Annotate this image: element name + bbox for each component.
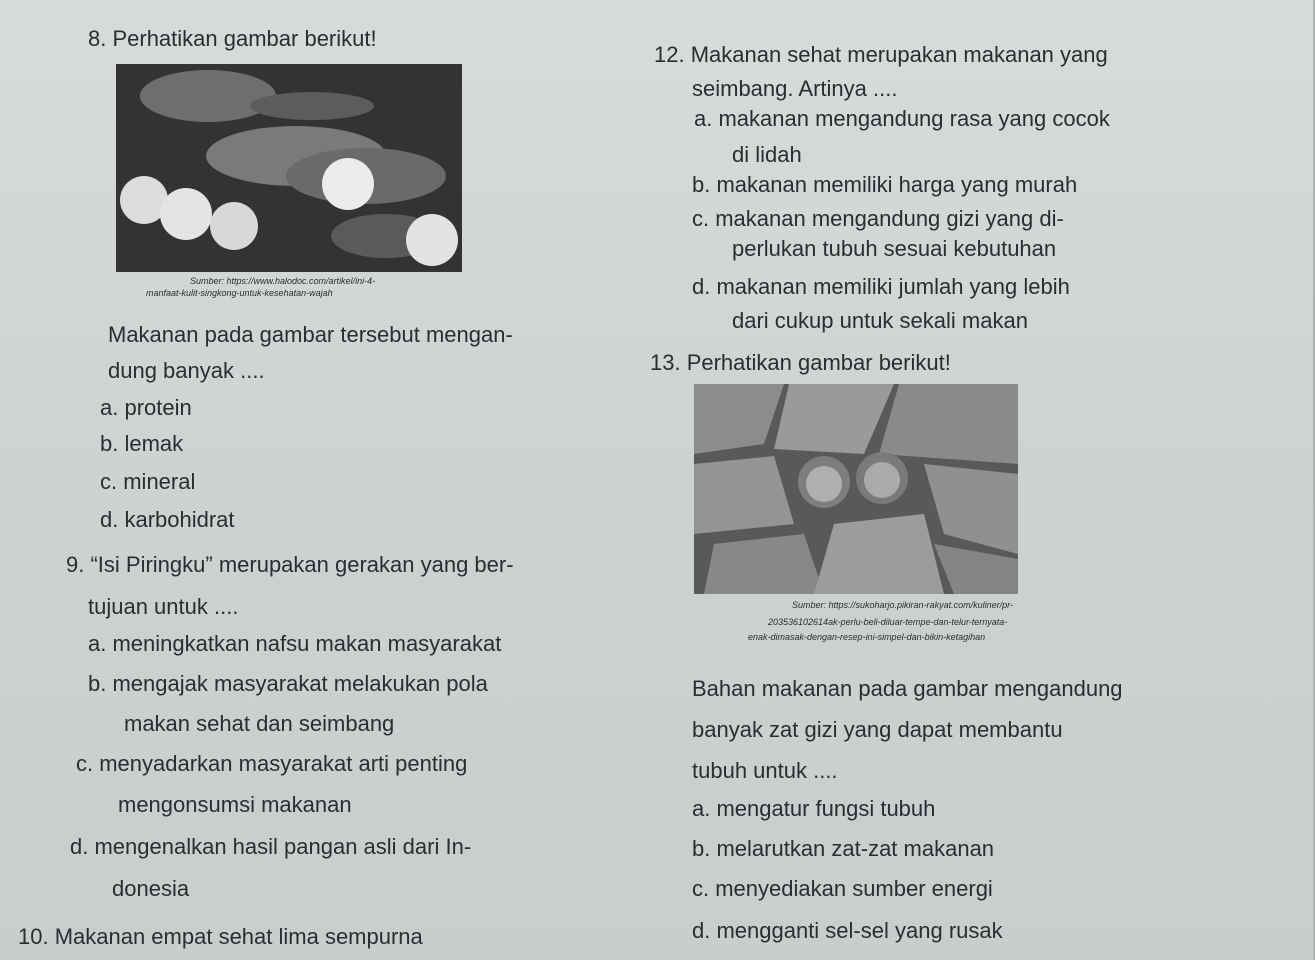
q9-option-b-line1: b. mengajak masyarakat melakukan pola <box>88 671 488 696</box>
q12-option-a-line2: di lidah <box>732 142 802 167</box>
q12-option-d-line2: dari cukup untuk sekali makan <box>732 308 1028 333</box>
q10-stem: 10. Makanan empat sehat lima sempurna <box>18 924 423 949</box>
q13-option-c: c. menyediakan sumber energi <box>692 876 993 901</box>
q9-option-a: a. meningkatkan nafsu makan masyarakat <box>88 631 502 656</box>
q13-option-b: b. melarutkan zat-zat makanan <box>692 836 995 861</box>
q13-tempeh-image <box>694 384 1018 594</box>
q8-option-b: b. lemak <box>100 431 184 456</box>
q12-option-c-line2: perlukan tubuh sesuai kebutuhan <box>732 236 1057 261</box>
q8-stem-line2: dung banyak .... <box>108 358 265 383</box>
q13-option-a: a. mengatur fungsi tubuh <box>692 796 936 821</box>
q12-stem-line1: 12. Makanan sehat merupakan makanan yang <box>654 42 1108 67</box>
q13-option-d: d. mengganti sel-sel yang rusak <box>692 918 1003 943</box>
q9-option-b-line2: makan sehat dan seimbang <box>124 711 395 736</box>
q9-option-c-line1: c. menyadarkan masyarakat arti penting <box>76 751 468 776</box>
q13-image-source-line2: 203536102614ak-perlu-beli-diluar-tempe-dan-telur-ternyata- <box>768 617 1008 627</box>
q12-option-b: b. makanan memiliki harga yang murah <box>692 172 1078 197</box>
q8-image-source-line1: Sumber: https://www.halodoc.com/artikel/ini-4- <box>190 276 376 286</box>
q12-option-a-line1: a. makanan mengandung rasa yang cocok <box>694 106 1110 131</box>
q8-image-source-line2: manfaat-kulit-singkong-untuk-kesehatan-wajah <box>146 288 333 298</box>
q8-stem-line1: Makanan pada gambar tersebut mengan- <box>108 322 513 347</box>
q13-heading: 13. Perhatikan gambar berikut! <box>650 350 951 375</box>
q13-stem-line2: banyak zat gizi yang dapat membantu <box>692 717 1063 742</box>
q13-stem-line1: Bahan makanan pada gambar mengandung <box>692 676 1123 701</box>
q9-stem-line1: 9. “Isi Piringku” merupakan gerakan yang ber- <box>66 552 514 577</box>
q9-option-d-line2: donesia <box>112 876 190 901</box>
q13-stem-line3: tubuh untuk .... <box>692 758 838 783</box>
q12-option-c-line1: c. makanan mengandung gizi yang di- <box>692 206 1064 231</box>
q8-option-c: c. mineral <box>100 469 196 494</box>
q8-cassava-image <box>116 64 462 272</box>
q9-option-c-line2: mengonsumsi makanan <box>118 792 352 817</box>
q8-option-a: a. protein <box>100 395 192 420</box>
q12-option-d-line1: d. makanan memiliki jumlah yang lebih <box>692 274 1070 299</box>
q13-image-source-line1: Sumber: https://sukoharjo.pikiran-rakyat.com/kuliner/pr- <box>792 600 1013 610</box>
q8-heading: 8. Perhatikan gambar berikut! <box>88 26 377 51</box>
q8-option-d: d. karbohidrat <box>100 507 235 532</box>
q9-stem-line2: tujuan untuk .... <box>88 594 239 619</box>
q13-image-source-line3: enak-dimasak-dengan-resep-ini-simpel-dan-bikin-ketagihan <box>748 632 986 642</box>
q9-option-d-line1: d. mengenalkan hasil pangan asli dari In- <box>70 834 472 859</box>
q12-stem-line2: seimbang. Artinya .... <box>692 76 898 101</box>
